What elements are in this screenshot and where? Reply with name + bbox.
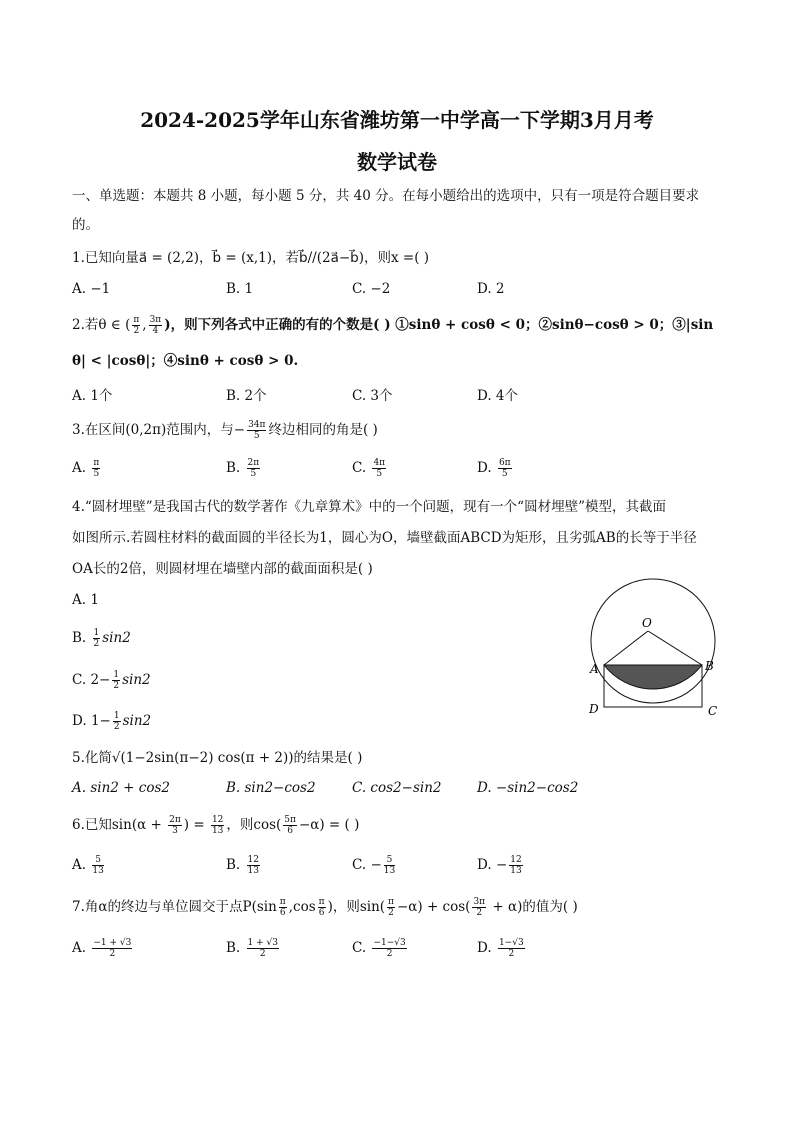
circle-wall-figure [584, 575, 734, 725]
label-b: B [705, 659, 714, 673]
q2-text-a: 2.若θ ∈ ( [72, 317, 131, 333]
radius-ob [648, 631, 702, 665]
q2-text-b: )，则下列各式中正确的有的个数是( ) ①sinθ + cosθ < 0；②sinθ−cosθ > 0；③|sin [164, 317, 714, 333]
question-1-stem: 1.已知向量a⃗ = (2,2)，b⃗ = (x,1)，若b⃗//(2a⃗−b⃗)，则x =( ) [72, 250, 430, 266]
option-a[interactable]: A. $\frac{5}{13}$ [72, 855, 104, 876]
option-b[interactable]: B. $\frac{2\pi}{5}$ [226, 458, 260, 479]
q4-option-a[interactable]: A. 1 [72, 592, 99, 608]
question-2-stem-line2: θ| < |cosθ|；④sinθ + cosθ > 0. [72, 353, 299, 369]
option-b[interactable]: B. 2个 [226, 388, 267, 404]
option-b[interactable]: B. $\frac{12}{13}$ [226, 855, 259, 876]
question-4-stem-line2: 如图所示.若圆柱材料的截面圆的半径长为1，圆心为O，墙壁截面ABCD为矩形，且劣弧AB的长等于半径 [72, 530, 697, 546]
q4-option-b[interactable]: B. $\frac{1}{2}$ sin2 [72, 628, 131, 649]
q2-frac-b: $\frac{3\pi}{4}$ [149, 315, 162, 336]
shaded-segment [604, 665, 702, 689]
option-a[interactable]: A. −1 [72, 281, 111, 297]
q2-frac-a: $\frac{\pi}{2}$ [133, 315, 140, 336]
question-7-options [72, 938, 672, 960]
question-5-stem: 5.化简√(1−2sin(π−2) cos(π + 2))的结果是( ) [72, 750, 363, 766]
option-d[interactable]: D. 2 [477, 281, 505, 297]
question-3-options [72, 458, 672, 480]
option-a[interactable]: A. $\frac{-1 + √3}{2}$ [72, 938, 132, 959]
option-c[interactable]: C. − $\frac{5}{13}$ [352, 855, 396, 876]
option-d[interactable]: D. − $\frac{12}{13}$ [477, 855, 522, 876]
question-6-options [72, 855, 672, 877]
exam-subtitle: 数学试卷 [357, 150, 437, 174]
question-7-stem: 7.角α的终边与单位圆交于点P(sin $\frac{\pi}{6}$ ,cos $\frac{\pi}{6}$ )，则sin( $\frac{\pi}{2}$ −α) + cos( $\frac{3\pi}{2}$ + α)的值为( ) [72, 897, 578, 918]
option-c[interactable]: C. −2 [352, 281, 391, 297]
label-a: A [590, 662, 599, 676]
option-d[interactable]: D. $\frac{6\pi}{5}$ [477, 458, 511, 479]
option-a[interactable]: A. $\frac{\pi}{5}$ [72, 458, 100, 479]
q3-text-b: 终边相同的角是( ) [268, 422, 378, 438]
label-o: O [642, 616, 652, 630]
option-a[interactable]: A. sin2 + cos2 [72, 780, 170, 796]
section-intro-line1: 一、单选题：本题共 8 小题，每小题 5 分，共 40 分。在每小题给出的选项中，只有一项是符合题目要求 [72, 188, 700, 204]
question-2-stem-line1: 2.若θ ∈ ( $\frac{\pi}{2}$ , $\frac{3\pi}{4}$ )，则下列各式中正确的有的个数是( ) ①sinθ + cosθ < 0；②sinθ−cosθ > 0；③|sin [72, 315, 714, 336]
question-5-options [72, 780, 672, 802]
q3-text-a: 3.在区间(0,2π)范围内，与− [72, 422, 246, 438]
question-1-options [72, 281, 672, 303]
question-2-options [72, 384, 672, 406]
section-intro-line2: 的。 [72, 217, 99, 233]
question-6-stem: 6.已知sin(α + $\frac{2\pi}{3}$ ) = $\frac{12}{13}$ ，则cos( $\frac{5\pi}{6}$ −α) = ( ) [72, 815, 360, 836]
option-c[interactable]: C. $\frac{-1-√3}{2}$ [352, 938, 406, 959]
question-4-stem-line1: 4.“圆材埋壁”是我国古代的数学著作《九章算术》中的一个问题，现有一个“圆材埋壁”模型，其截面 [72, 499, 666, 515]
option-d[interactable]: D. $\frac{1-√3}{2}$ [477, 938, 524, 959]
label-c: C [708, 704, 718, 718]
option-c[interactable]: C. cos2−sin2 [352, 780, 442, 796]
q3-frac: $\frac{34\pi}{5}$ [248, 420, 266, 441]
option-b[interactable]: B. 1 [226, 281, 254, 297]
option-c[interactable]: C. $\frac{4\pi}{5}$ [352, 458, 386, 479]
label-d: D [589, 702, 599, 716]
option-c[interactable]: C. 3个 [352, 388, 393, 404]
option-d[interactable]: D. 4个 [477, 388, 519, 404]
option-a[interactable]: A. 1个 [72, 388, 113, 404]
question-4-stem-line3: OA长的2倍，则圆材埋在墙壁内部的截面面积是( ) [72, 561, 373, 577]
radius-oa [604, 631, 648, 665]
q4-option-d[interactable]: D. 1− $\frac{1}{2}$ sin2 [72, 711, 152, 732]
option-d[interactable]: D. −sin2−cos2 [477, 780, 579, 796]
question-3-stem [72, 420, 378, 441]
exam-title: 2024-2025学年山东省潍坊第一中学高一下学期3月月考 [140, 108, 654, 132]
option-b[interactable]: B. $\frac{1 + √3}{2}$ [226, 938, 278, 959]
option-b[interactable]: B. sin2−cos2 [226, 780, 316, 796]
q4-option-c[interactable]: C. 2− $\frac{1}{2}$ sin2 [72, 670, 151, 691]
